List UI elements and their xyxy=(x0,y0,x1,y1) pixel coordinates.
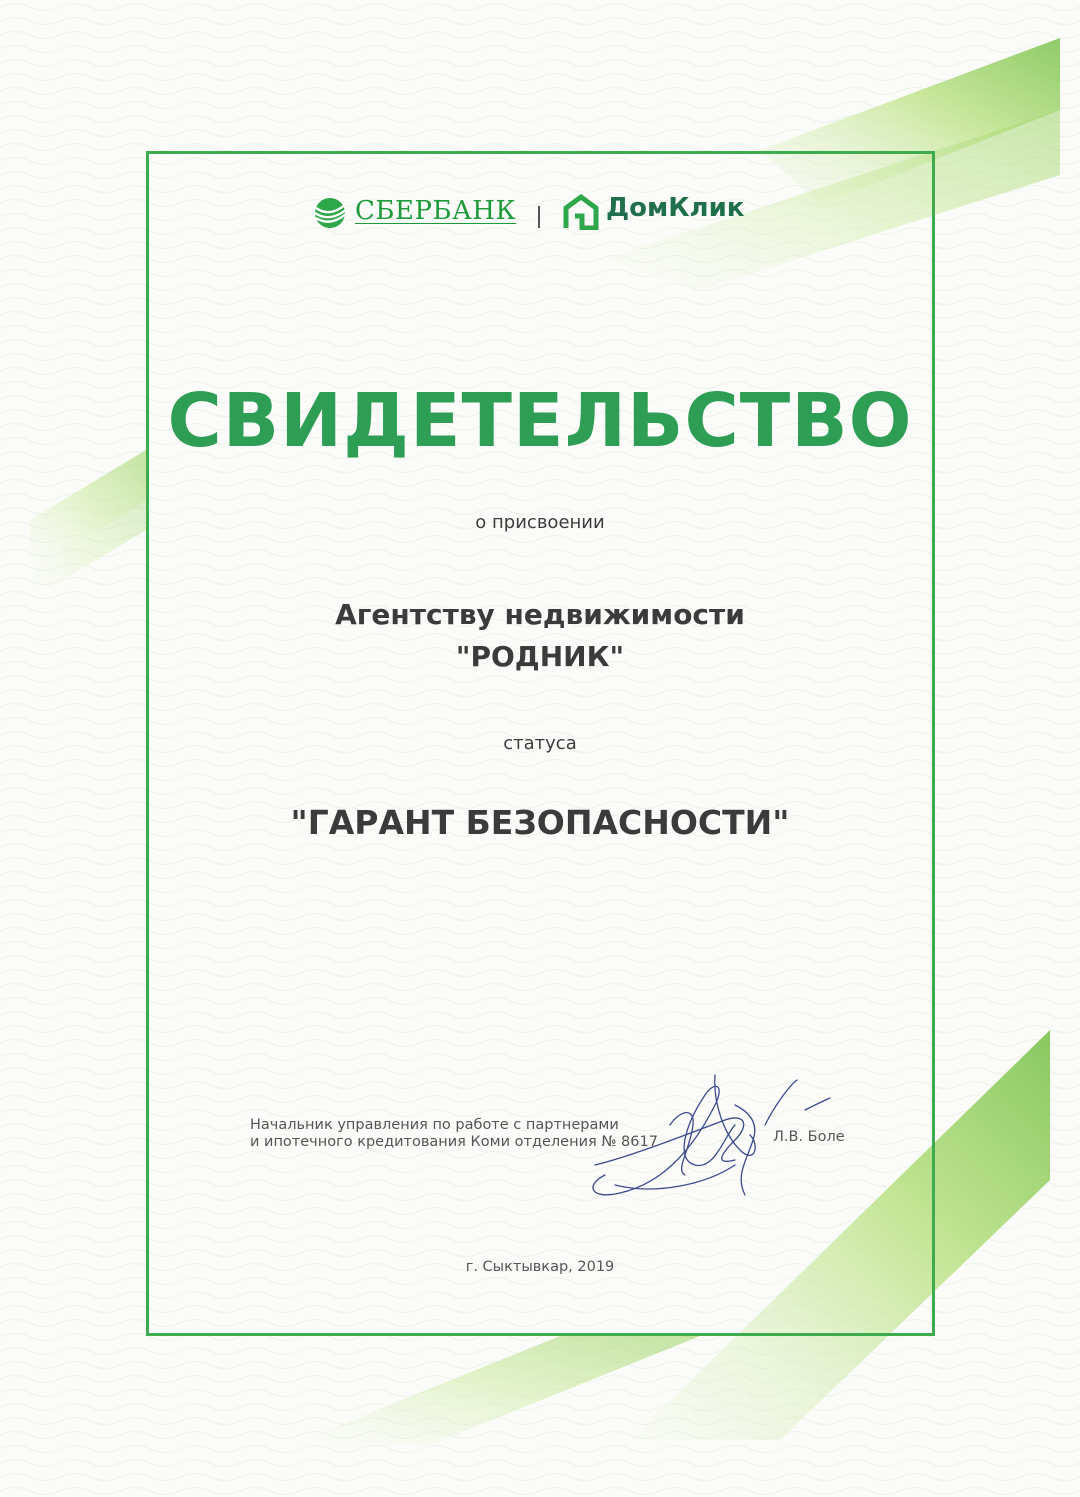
agency-line-1: Агентству недвижимости xyxy=(335,598,745,631)
certificate-subtitle: о присвоении xyxy=(475,512,605,533)
signer-position-line-1: Начальник управления по работе с партнерами xyxy=(250,1117,619,1133)
signer-name: Л.В. Боле xyxy=(773,1129,845,1145)
agency-line-2: "РОДНИК" xyxy=(455,640,625,673)
agency-name xyxy=(0,594,1080,678)
logo-row xyxy=(0,188,1080,238)
status-name: "ГАРАНТ БЕЗОПАСНОСТИ" xyxy=(290,803,790,842)
status-word: статуса xyxy=(503,733,577,754)
certificate-title: СВИДЕТЕЛЬСТВО xyxy=(167,378,913,464)
signer-position-line-2: и ипотечного кредитования Коми отделения № 8617 xyxy=(250,1134,658,1150)
city-year: г. Сыктывкар, 2019 xyxy=(465,1259,615,1275)
domclick-house-icon xyxy=(562,194,600,230)
domclick-name: ДомКлик xyxy=(606,193,745,223)
sberbank-logo-icon xyxy=(312,196,348,230)
handwritten-signature xyxy=(575,1065,845,1205)
logo-divider xyxy=(538,206,540,228)
sberbank-name: СБЕРБАНК xyxy=(355,196,517,226)
